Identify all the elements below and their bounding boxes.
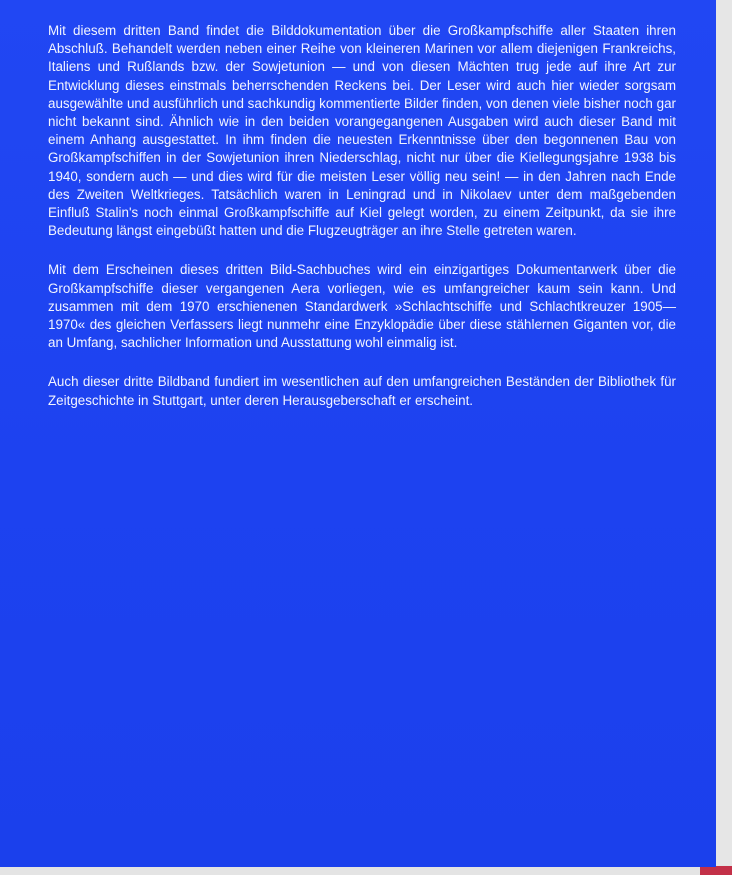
corner-color-mark: [700, 866, 732, 875]
blurb-paragraph-1: Mit diesem dritten Band findet die Bilddokumentation über die Großkampfschiffe aller Staaten ihren Abschluß. Behandelt werden neben einer Reihe von kleineren Marinen vor allem diejenigen Frankreichs, Italiens und Rußlands bzw. der Sowjetunion — und von diesen Mächten trug jede auf ihre Art zur Entwicklung dieses einstmals beherrschenden Reckens bei. Der Leser wird auch hier wieder sorgsam ausgewählte und ausführlich und sachkundig kommentierte Bilder finden, von denen viele bisher noch gar nicht bekannt sind. Ähnlich wie in den beiden vorangegangenen Ausgaben wird auch dieser Band mit einem Anhang ausgestattet. In ihm finden die neuesten Erkenntnisse über den begonnenen Bau von Großkampfschiffen in der Sowjetunion ihren Niederschlag, nicht nur über die Kiellegungsjahre 1938 bis 1940, sondern auch — und dies wird für die meisten Leser völlig neu sein! — in den Jahren nach Ende des Zweiten Weltkrieges. Tatsächlich waren in Leningrad und in Nikolaev unter dem maßgebenden Einfluß Stalin's noch einmal Großkampfschiffe auf Kiel gelegt worden, zu einem Zeitpunkt, da sie ihre Bedeutung längst eingebüßt hatten und die Flugzeugträger an ihre Stelle getreten waren.: [48, 23, 676, 239]
blurb-paragraph-2: Mit dem Erscheinen dieses dritten Bild-Sachbuches wird ein einzigartiges Dokumentarwerk über die Großkampfschiffe dieser vergangenen Aera vorliegen, wie es umfangreicher kaum sein kann. Und zusammen mit dem 1970 erschienenen Standardwerk »Schlachtschiffe und Schlachtkreuzer 1905—1970« des gleichen Verfassers liegt nunmehr eine Enzyklopädie über diese stählernen Giganten vor, die an Umfang, sachlicher Information und Ausstattung wohl einmalig ist.: [48, 262, 676, 351]
page-edge-right: [716, 0, 732, 875]
blurb-paragraph-3: Auch dieser dritte Bildband fundiert im wesentlichen auf den umfangreichen Beständen der Bibliothek für Zeitgeschichte in Stuttgart, unter deren Herausgeberschaft er erscheint.: [48, 374, 676, 408]
blurb-text: [48, 22, 676, 410]
